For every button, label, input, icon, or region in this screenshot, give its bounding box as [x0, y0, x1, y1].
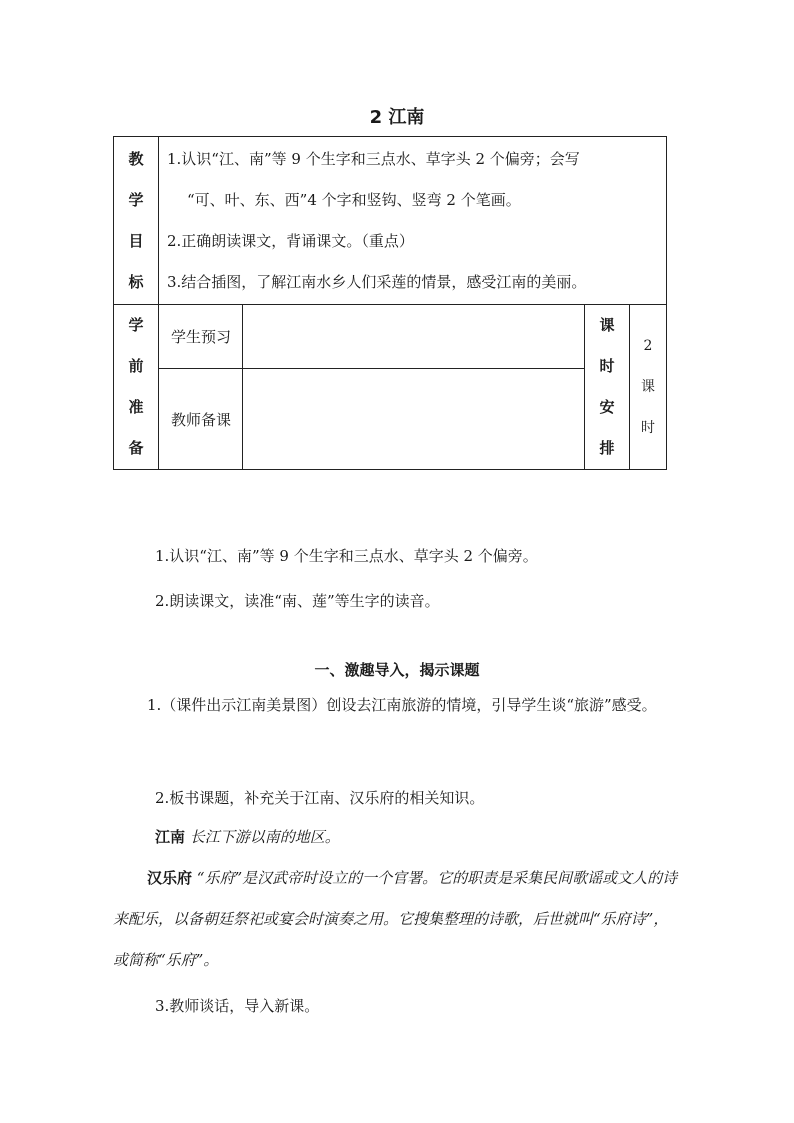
step-2: 2.板书课题，补充关于江南、汉乐府的相关知识。 [155, 789, 485, 807]
term-yuefu: 汉乐府 [147, 869, 193, 887]
student-prep-label: 学生预习 [159, 305, 243, 369]
definition-text: “乐府”是汉武帝时设立的一个官署。它的职责是采集民间歌谣或文人的诗来配乐，以备朝廷祭祀或宴会时演奏之用。它搜集整理的诗歌，后世就叫“乐府诗”，或简称“乐府”。 [113, 869, 678, 969]
step-3: 3.教师谈话，导入新课。 [155, 997, 320, 1015]
objective-item: 1.认识“江、南”等 9 个生字和三点水、草字头 2 个偏旁；会写 [167, 149, 580, 168]
step-1: 1.（课件出示江南美景图）创设去江南旅游的情境，引导学生谈“旅游”感受。 [147, 696, 657, 714]
definition-yuefu [113, 858, 679, 981]
goal-item: 2.朗读课文，读准“南、莲”等生字的读音。 [155, 592, 440, 610]
objective-item: 2.正确朗读课文，背诵课文。（重点） [167, 231, 414, 250]
term-jiangnan: 江南 [155, 828, 186, 846]
objectives-label: 教 学 目 标 [114, 137, 159, 305]
objective-item: 3.结合插图，了解江南水乡人们采莲的情景，感受江南的美丽。 [167, 272, 587, 291]
objectives-content [159, 137, 667, 305]
objective-item: “可、叶、东、西”4 个字和竖钩、竖弯 2 个笔画。 [187, 190, 521, 209]
class-hours: 2 课 时 [630, 305, 667, 470]
prep-label: 学 前 准 备 [114, 305, 159, 470]
teacher-prep-content [243, 369, 585, 470]
teacher-prep-label: 教师备课 [159, 369, 243, 470]
schedule-label: 课 时 安 排 [585, 305, 630, 470]
student-prep-content [243, 305, 585, 369]
section-heading: 一、激趣导入，揭示课题 [314, 661, 480, 679]
lesson-title: 2 江南 [369, 107, 425, 128]
goal-item: 1.认识“江、南”等 9 个生字和三点水、草字头 2 个偏旁。 [155, 547, 538, 565]
definition-jiangnan [155, 826, 725, 847]
definition-text: 长江下游以南的地区。 [189, 828, 340, 846]
lesson-plan-table [113, 136, 667, 470]
